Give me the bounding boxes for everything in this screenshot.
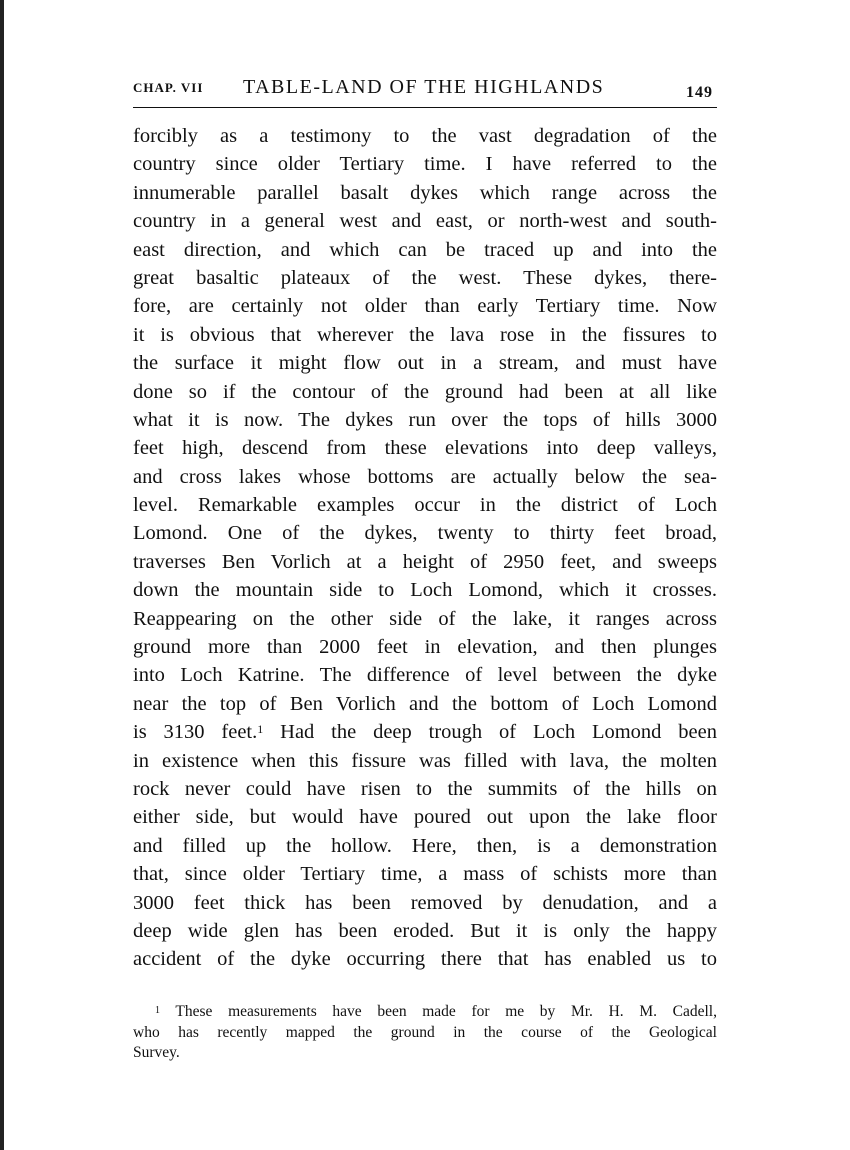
- text-line: great basaltic plateaux of the west. These dykes, there-: [133, 266, 717, 289]
- running-title: TABLE-LAND OF THE HIGHLANDS: [243, 76, 605, 98]
- text-line: 3000 feet thick has been removed by denudation, and a: [133, 891, 717, 914]
- header-rule: [133, 107, 717, 108]
- page-edge-shadow: [0, 0, 4, 1150]
- running-head: [133, 76, 715, 100]
- text-line: done so if the contour of the ground had been at all like: [133, 380, 717, 403]
- text-line: accident of the dyke occurring there that has enabled us to: [133, 948, 717, 971]
- text-line: fore, are certainly not older than early Tertiary time. Now: [133, 295, 717, 318]
- footnote-line: Survey.: [133, 1044, 180, 1061]
- text-line: feet high, descend from these elevations into deep valleys,: [133, 437, 717, 460]
- text-line: and filled up the hollow. Here, then, is a demonstration: [133, 834, 717, 857]
- text-line: what it is now. The dykes run over the tops of hills 3000: [133, 408, 717, 431]
- text-line: deep wide glen has been eroded. But it is only the happy: [133, 919, 717, 942]
- text-line: in existence when this fissure was filled with lava, the molten: [133, 749, 717, 772]
- footnote-reference[interactable]: 1: [257, 722, 264, 737]
- text-line: down the mountain side to Loch Lomond, which it crosses.: [133, 579, 717, 602]
- text-line: level. Remarkable examples occur in the district of Loch: [133, 494, 717, 517]
- text-line: rock never could have risen to the summits of the hills on: [133, 777, 717, 800]
- text-line: east direction, and which can be traced up and into the: [133, 238, 717, 261]
- page-number: 149: [686, 84, 713, 101]
- text-line-with-footnote-ref: [133, 718, 717, 746]
- footnote-text: These measurements have been made for me by Mr. H. M. Cadell,: [175, 1003, 717, 1020]
- text-line: traverses Ben Vorlich at a height of 2950 feet, and sweeps: [133, 550, 717, 573]
- text-line: near the top of Ben Vorlich and the bottom of Loch Lomond: [133, 692, 717, 715]
- footnote: [133, 1002, 717, 1064]
- text-line: ground more than 2000 feet in elevation, and then plunges: [133, 636, 717, 659]
- text-line: it is obvious that wherever the lava rose in the fissures to: [133, 323, 717, 346]
- body-text: [133, 122, 717, 974]
- text-fragment: Had the deep trough of Loch Lomond been: [263, 721, 717, 744]
- footnote-line: who has recently mapped the ground in the course of the Geological: [133, 1023, 717, 1041]
- text-line: country since older Tertiary time. I have referred to the: [133, 153, 717, 176]
- text-line: Reappearing on the other side of the lake, it ranges across: [133, 607, 717, 630]
- footnote-line: [133, 1002, 717, 1023]
- text-line: Lomond. One of the dykes, twenty to thirty feet broad,: [133, 522, 717, 545]
- text-line: country in a general west and east, or north-west and south-: [133, 210, 717, 233]
- text-fragment: is 3130 feet.: [133, 721, 258, 744]
- chapter-label: CHAP. VII: [133, 80, 204, 95]
- footnote-marker: 1: [155, 1005, 160, 1016]
- text-line: that, since older Tertiary time, a mass of schists more than: [133, 863, 717, 886]
- text-line: the surface it might flow out in a stream, and must have: [133, 352, 717, 375]
- text-line: forcibly as a testimony to the vast degradation of the: [133, 125, 717, 147]
- text-line: either side, but would have poured out upon the lake floor: [133, 806, 717, 829]
- text-line: and cross lakes whose bottoms are actually below the sea-: [133, 465, 717, 488]
- text-line: into Loch Katrine. The difference of level between the dyke: [133, 664, 717, 687]
- text-line: innumerable parallel basalt dykes which range across the: [133, 181, 717, 204]
